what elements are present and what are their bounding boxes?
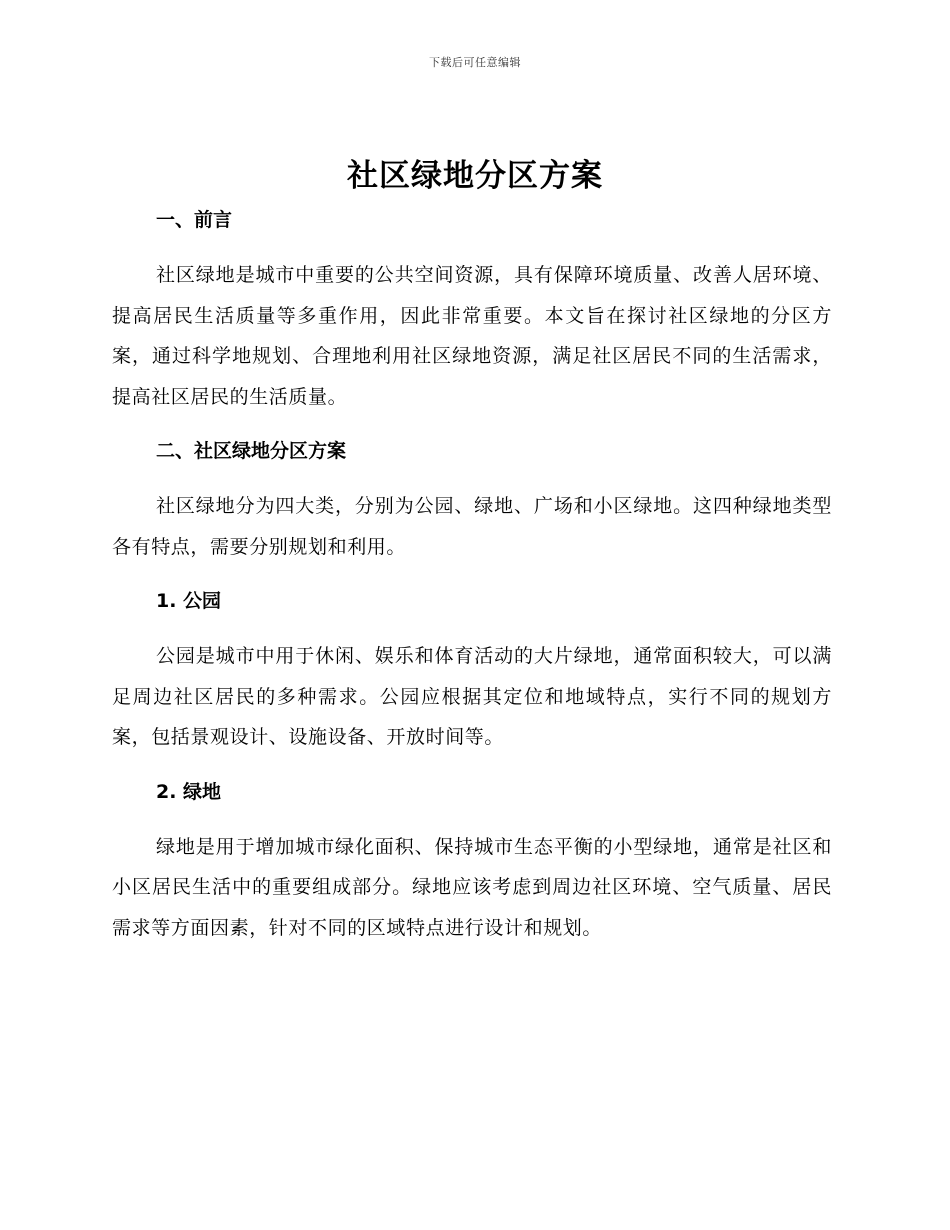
- page-header-note: 下载后可任意编辑: [429, 56, 521, 69]
- section-heading-park: 1. 公园: [156, 590, 222, 612]
- document-body: [112, 200, 832, 948]
- section-paragraph-park: 公园是城市中用于休闲、娱乐和体育活动的大片绿地，通常面积较大，可以满足周边社区居民的多种需求。公园应根据其定位和地域特点，实行不同的规划方案，包括景观设计、设施设备、开放时间等。: [112, 645, 832, 748]
- section-heading-zoning-plan: 二、社区绿地分区方案: [156, 440, 347, 462]
- section-paragraph-zoning-plan: 社区绿地分为四大类，分别为公园、绿地、广场和小区绿地。这四种绿地类型各有特点，需要分别规划和利用。: [112, 495, 832, 558]
- section-heading-preface: 一、前言: [156, 209, 233, 231]
- section-paragraph-preface: 社区绿地是城市中重要的公共空间资源，具有保障环境质量、改善人居环境、提高居民生活质量等多重作用，因此非常重要。本文旨在探讨社区绿地的分区方案，通过科学地规划、合理地利用社区绿地资源，满足社区居民不同的生活需求，提高社区居民的生活质量。: [112, 264, 832, 408]
- section-heading-green-space: 2. 绿地: [156, 780, 222, 803]
- document-title: 社区绿地分区方案: [347, 158, 603, 194]
- section-paragraph-green-space: 绿地是用于增加城市绿化面积、保持城市生态平衡的小型绿地，通常是社区和小区居民生活中的重要组成部分。绿地应该考虑到周边社区环境、空气质量、居民需求等方面因素，针对不同的区域特点进行设计和规划。: [112, 835, 832, 939]
